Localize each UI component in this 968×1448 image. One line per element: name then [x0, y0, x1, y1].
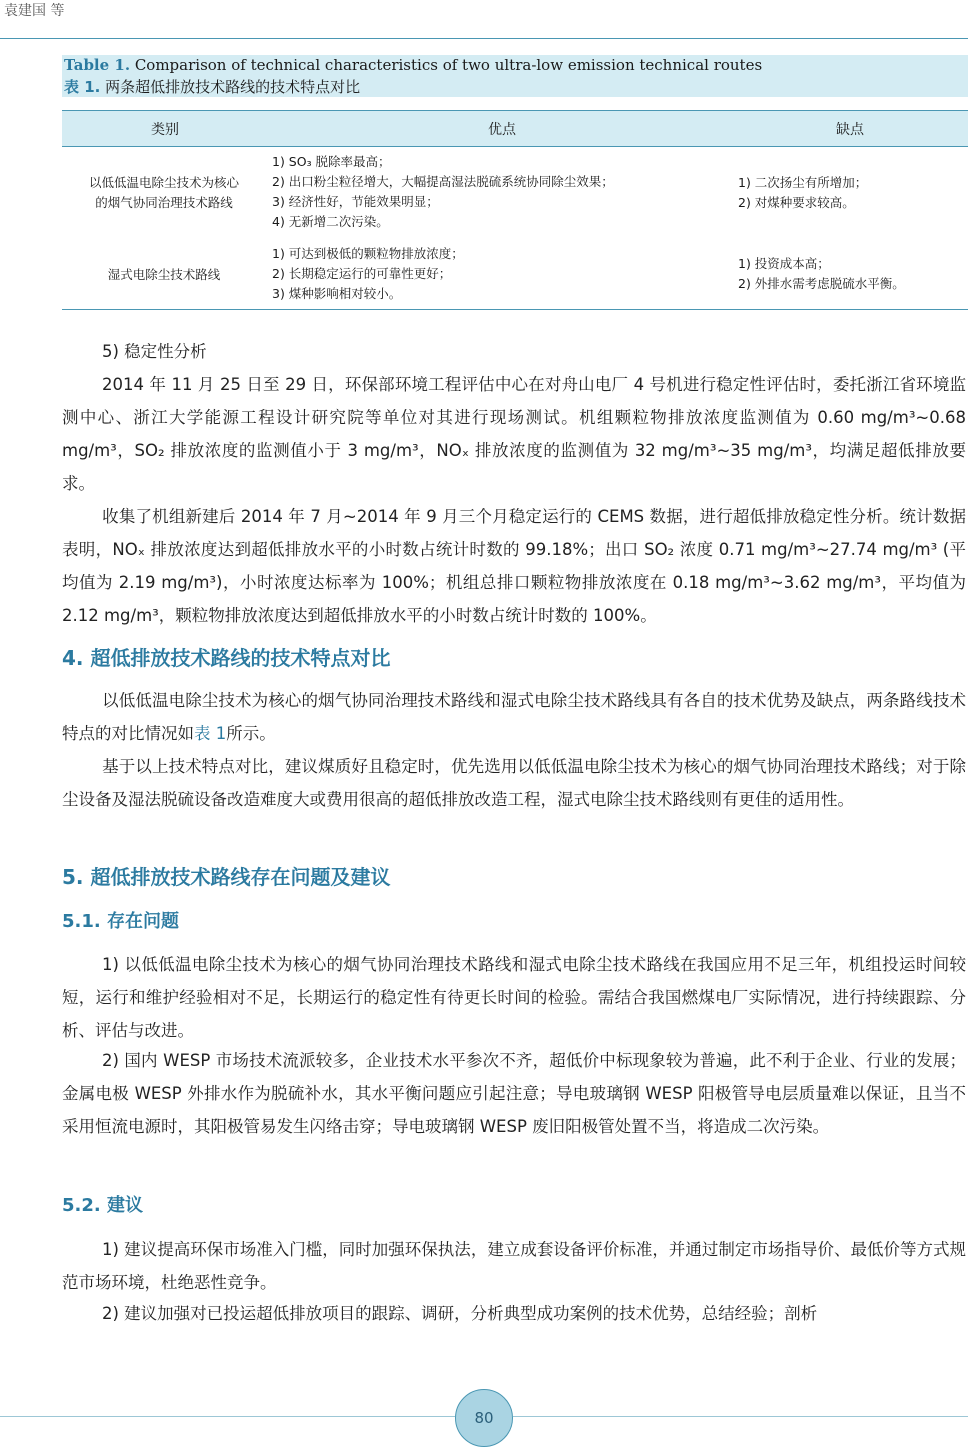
table-reference-link[interactable]: 表 1	[194, 724, 227, 743]
paragraph: 1) 以低低温电除尘技术为核心的烟气协同治理技术路线和湿式电除尘技术路线在我国应用不足三年，机组投运时间较短，运行和维护经验相对不足，长期运行的稳定性有待更长时间的检验。需结合我国燃煤电厂实际情况，进行持续跟踪、分析、评估与改进。	[62, 955, 966, 1040]
paragraph: 1) 建议提高环保市场准入门槛，同时加强环保执法，建立成套设备评价标准，并通过制定市场指导价、最低价等方式规范市场环境，杜绝恶性竞争。	[62, 1240, 966, 1292]
table-caption	[62, 55, 968, 97]
paragraph: 2) 建议加强对已投运超低排放项目的跟踪、调研，分析典型成功案例的技术优势，总结经验；剖析	[102, 1304, 818, 1323]
table-cell-category: 以低低温电除尘技术为核心 的烟气协同治理技术路线	[88, 175, 239, 210]
page-header	[0, 0, 968, 40]
section-heading: 5. 超低排放技术路线存在问题及建议	[62, 865, 391, 889]
paragraph: 基于以上技术特点对比，建议煤质好且稳定时，优先选用以低低温电除尘技术为核心的烟气协同治理技术路线；对于除尘设备及湿法脱硫设备改造难度大或费用很高的超低排放改造工程，湿式电除尘技术路线则有更佳的适用性。	[62, 757, 966, 809]
table-row	[62, 152, 968, 234]
caption-en-label: Table 1.	[64, 56, 131, 74]
footer-rule-left	[0, 1416, 455, 1417]
header-rule	[0, 38, 968, 39]
table-cell-pros: 1) SO₃ 脱除率最高； 2) 出口粉尘粒径增大，大幅提高湿法脱硫系统协同除尘效果； 3) 经济性好，节能效果明显； 4) 无新增二次污染。	[272, 154, 614, 229]
table-cell-cons: 1) 二次扬尘有所增加； 2) 对煤种要求较高。	[738, 175, 868, 210]
table-cell-cons: 1) 投资成本高； 2) 外排水需考虑脱硫水平衡。	[738, 256, 905, 291]
running-author: 袁建国 等	[4, 3, 65, 19]
paragraph: 收集了机组新建后 2014 年 7 月~2014 年 9 月三个月稳定运行的 CEMS 数据，进行超低排放稳定性分析。统计数据表明，NOₓ 排放浓度达到超低排放水平的小时数占统计时数的 99.18%；出口 SO₂ 浓度 0.71 mg/m³~27.74 mg/m³ (平均值为 2.19 mg/m³)，小时浓度达标率为 100%；机组总排口颗粒物排放浓度在 0.18 mg/m³~3.62 mg/m³，平均值为 2.12 mg/m³，颗粒物排放浓度达到超低排放水平的小时数占统计时数的 100%。	[62, 507, 966, 625]
subsection-heading: 5.2. 建议	[62, 1195, 143, 1216]
caption-cn: 两条超低排放技术路线的技术特点对比	[100, 78, 361, 96]
caption-en: Comparison of technical characteristics of two ultra-low emission technical routes	[130, 56, 763, 74]
table-bottom-rule	[62, 309, 968, 310]
caption-cn-label: 表 1.	[64, 78, 101, 96]
page-number: 80	[455, 1389, 513, 1447]
paragraph: 5) 稳定性分析	[102, 342, 207, 361]
table-row	[62, 244, 968, 306]
table-header-pros: 优点	[488, 122, 516, 138]
footer-rule-right	[513, 1416, 968, 1417]
table-header-cons: 缺点	[836, 122, 864, 138]
table-header-row	[62, 110, 968, 147]
section-heading: 4. 超低排放技术路线的技术特点对比	[62, 646, 391, 670]
paragraph: 2) 国内 WESP 市场技术流派较多，企业技术水平参次不齐，超低价中标现象较为普遍，此不利于企业、行业的发展；金属电极 WESP 外排水作为脱硫补水，其水平衡问题应引起注意；导电玻璃钢 WESP 阳极管导电层质量难以保证，且当不采用恒流电源时，其阳极管易发生闪络击穿；导电玻璃钢 WESP 废旧阳极管处置不当，将造成二次污染。	[62, 1051, 966, 1136]
table-cell-pros: 1) 可达到极低的颗粒物排放浓度； 2) 长期稳定运行的可靠性更好； 3) 煤种影响相对较小。	[272, 246, 464, 301]
paragraph: 以低低温电除尘技术为核心的烟气协同治理技术路线和湿式电除尘技术路线具有各自的技术优势及缺点，两条路线技术特点的对比情况如表 1所示。	[62, 691, 966, 743]
paragraph: 2014 年 11 月 25 日至 29 日，环保部环境工程评估中心在对舟山电厂 4 号机进行稳定性评估时，委托浙江省环境监测中心、浙江大学能源工程设计研究院等单位对其进行现场测试。机组颗粒物排放浓度监测值为 0.60 mg/m³~0.68 mg/m³，SO₂ 排放浓度的监测值小于 3 mg/m³，NOₓ 排放浓度的监测值为 32 mg/m³~35 mg/m³，均满足超低排放要求。	[62, 375, 966, 493]
table-header-category: 类别	[151, 122, 179, 138]
table-cell-category: 湿式电除尘技术路线	[107, 267, 221, 282]
subsection-heading: 5.1. 存在问题	[62, 911, 179, 932]
